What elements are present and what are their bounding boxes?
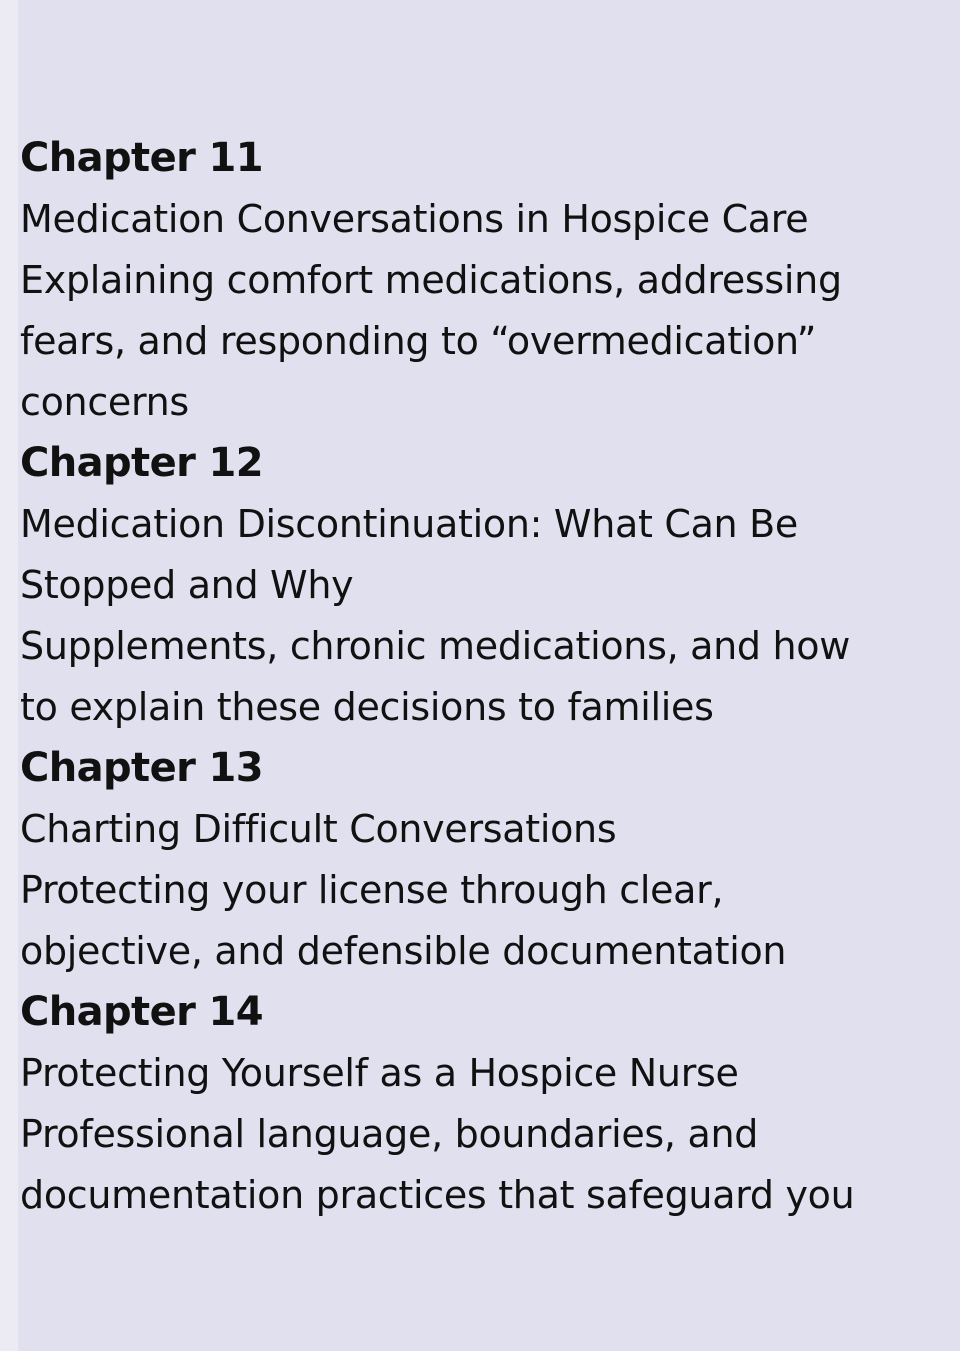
chapter-title-line: Stopped and Why (20, 563, 354, 607)
chapter-11 (20, 128, 955, 433)
chapter-description-line: to explain these decisions to families (20, 685, 714, 729)
chapter-title-line: Medication Conversations in Hospice Care (20, 197, 809, 241)
chapter-title-line: Charting Difficult Conversations (20, 807, 617, 851)
chapter-14 (20, 982, 955, 1226)
chapter-description-line: Supplements, chronic medications, and how (20, 624, 851, 668)
chapter-description-line: Explaining comfort medications, addressing (20, 258, 842, 302)
chapter-title-line: Medication Discontinuation: What Can Be (20, 502, 798, 546)
chapter-heading: Chapter 14 (20, 989, 264, 1035)
chapter-title-line: Protecting Yourself as a Hospice Nurse (20, 1051, 739, 1095)
chapter-heading: Chapter 13 (20, 745, 264, 791)
chapter-description-line: Professional language, boundaries, and (20, 1112, 759, 1156)
chapter-description-line: objective, and defensible documentation (20, 929, 787, 973)
chapter-description-line: Protecting your license through clear, (20, 868, 724, 912)
page-edge-strip (0, 0, 18, 1351)
chapter-heading: Chapter 11 (20, 135, 264, 181)
chapter-description-line: concerns (20, 380, 189, 424)
chapter-list (20, 128, 955, 1226)
chapter-description-line: fears, and responding to “overmedication” (20, 319, 817, 363)
chapter-13 (20, 738, 955, 982)
chapter-description-line: documentation practices that safeguard you (20, 1173, 855, 1217)
chapter-12 (20, 433, 955, 738)
chapter-heading: Chapter 12 (20, 440, 264, 486)
